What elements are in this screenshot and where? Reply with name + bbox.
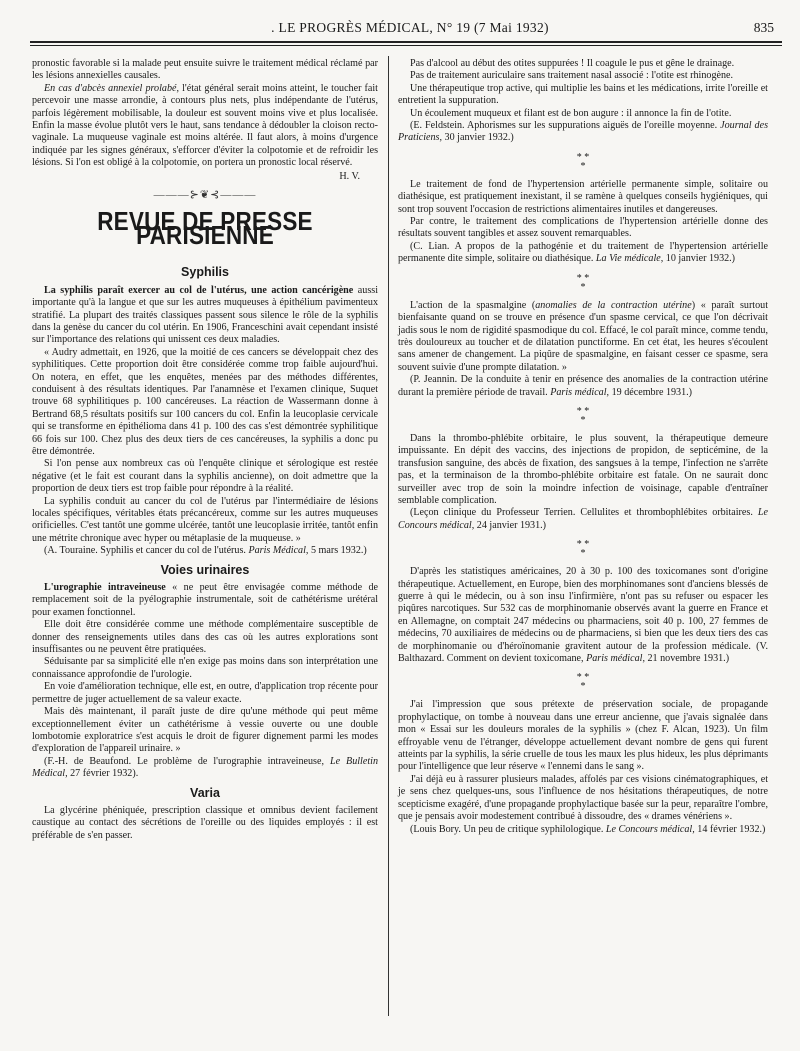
terrien-reference [398, 507, 768, 532]
asterism-divider-2: * * * [576, 272, 590, 293]
feldstein-ref-date: 30 janvier 1932.) [442, 132, 514, 144]
urinaires-ref-author: (F.-H. de Beaufond. Le problème de l'urographie intraveineuse, [44, 755, 330, 767]
intro-paragraph-1: pronostic favorable si la malade peut ensuite suivre le traitement médical réclamé par les lésions annexielles causales. [32, 58, 378, 82]
ornament-divider: ———⊱❦⊰——— [153, 189, 257, 202]
jeannin-ref-date: 19 décembre 1931.) [609, 386, 693, 398]
bory-ref-date: 14 février 1932.) [694, 823, 766, 835]
page-number: 835 [753, 20, 774, 35]
hta-paragraph-1: Le traitement de fond de l'hypertension artérielle permanente simple, solitaire ou diathésique, est pratiquement inexistant, il se ramène à quelques conseils hygiéniques, qui sont trop souvent l'occasion de restrictions alimentaires inutiles et dangereuses. [398, 178, 768, 215]
column-separator [388, 56, 389, 1016]
intro-paragraph-2-text: l'état général serait moins atteint, le toucher fait percevoir une masse arrondie, à contours plus nets, plus indépendante de l'utérus, parfois légèrement mobilisable, la douleur est souvent moins vive et plus localisée. Enfin la masse évolue plutôt vers le haut, sans tendance à dédoubler la cloison recto-vaginale. La muqueuse vaginale est moins altérée. Il faut alors, à moins d'urgence indiquée par les signes généraux, s'efforcer d'éviter la colpotomie et de refroidir les lésions. Si l'on est obligé à la colpotomie, on portera un pronostic local réservé. [32, 82, 378, 169]
asterism-divider-5: * * * [576, 672, 590, 693]
section-heading-voies-urinaires: Voies urinaires [160, 562, 250, 577]
urinaires-reference [32, 756, 378, 781]
spasmalgine-paragraph [398, 300, 768, 374]
urinaires-paragraph-2: Elle doit être considérée comme une méthode complémentaire susceptible de donner des renseignements utiles dans des cas où les autres explorations sont insuffisantes ou ne peuvent être pratiquées. [32, 619, 378, 656]
syphilis-ref-author: (A. Touraine. Syphilis et cancer du col de l'utérus. [44, 545, 249, 557]
bory-ref-journal: Le Concours médical, [605, 823, 695, 835]
section-heading-varia: Varia [190, 785, 220, 800]
lian-ref-author: (C. Lian. A propos de la pathogénie et du traitement de l'hypertension artérielle permanente dite simple, solitaire ou diathésique. [398, 240, 768, 265]
feldstein-ref-author: (E. Feldstein. Aphorismes sur les suppurations aiguës de l'oreille moyenne. [410, 120, 721, 132]
jeannin-ref-author: (P. Jeannin. De la conduite à tenir en présence des anomalies de la contraction utérine durant la première période de travail. [398, 374, 768, 398]
terrien-ref-author: (Leçon clinique du Professeur Terrien. Cellulites et thrombophlébites orbitaires. [410, 507, 758, 519]
urinaires-ref-date: 27 février 1932). [67, 768, 139, 780]
syphilis-paragraph-1-text: aussi importante qu'à la langue et que sur les autres muqueuses à épithélium pavimenteux stratifié. La plupart des traités classiques passent sous silence le rôle de la syphilis dans la genèse du cancer du col utérin. En 1906, Franceschini avait cependant insisté sur l'importance des relations qui unissent ces deux maladies. [32, 284, 378, 346]
intro-paragraph-2 [32, 83, 378, 170]
varia-paragraph-1: La glycérine phéniquée, prescription classique et omnibus devient facilement caustique au contact des sécrétions de l'oreille ou des liquides employés : il est préférable de s'en passer. [32, 804, 378, 841]
urinaires-lead: L'urographie intraveineuse [44, 582, 166, 594]
bory-paragraph-2: J'ai déjà eu à rassurer plusieurs malades, affolés par ces visions cinématographiques, et je sens chez quelques-uns, sous l'influence de nos hésitations thérapeutiques, de notre scepticisme exagéré, d'une propagande prophylactique basée sur la peur, reparaître l'ombre, que je pensais avoir modestement contribué à dissoudre, des « drames vénériens ». [398, 773, 768, 823]
hta-paragraph-2: Par contre, le traitement des complications de l'hypertension artérielle donne des résultats souvent tangibles et assez souvent remarquables. [398, 216, 768, 240]
right-column [398, 58, 768, 836]
feldstein-reference [398, 120, 768, 145]
lian-reference [398, 241, 768, 266]
urinaires-paragraph-1-text: « ne peut être envisagée comme méthode de remplacement soit de la pyélographie instrumentale, soit de cathétérisme urétéral pour examen fonctionnel. [32, 582, 378, 618]
author-signature: H. V. [339, 170, 360, 182]
revue-title: REVUE DE PRESSE PARISIENNE [97, 207, 313, 251]
syphilis-paragraph-1 [32, 285, 378, 347]
urinaires-paragraph-4: En voie d'amélioration technique, elle est, en outre, d'application trop récente pour permettre de juger actuellement de sa valeur exacte. [32, 681, 378, 705]
feldstein-ref-journal: Journal des Praticiens, [398, 120, 768, 144]
jeannin-reference [398, 374, 768, 399]
syphilis-paragraph-4: La syphilis conduit au cancer du col de l'utérus par l'intermédiaire de lésions locales spécifiques, véritables états précancéreux, comme sur les autres muqueuses orificielles. C'est tantôt une gomme ulcérée, tantôt une leucoplasie irritée, tantôt enfin une métrite chronique avec hyper ou métaplasie de la muqueuse. » [32, 495, 379, 544]
left-column [32, 58, 378, 842]
toxico-text: D'après les statistiques américaines, 20 à 30 p. 100 des toxicomanes sont d'origine thérapeutique. Actuellement, en Europe, bien des morphinomanes sont d'anciens blessés de guerre à qui le médecin, ou à son insu l'infirmière, n'ont pas su refuser ou espacer les piqûres narcotiques. Sur 532 cas de morphinomanie observés avant la guerre en France et en Allemagne, on comptait 247 médecins ou pharmaciens, soit 40 p. 100, 27 femmes de médecins, 70 auxiliaires de médecins ou de pharmaciens, si bien que les deux tiers des cas de morphinomanie ou d'héroïnomanie gravitent autour de la profession médicale. (V. Balthazard. Comment on devient toxicomane, [398, 566, 768, 665]
varia-cont-2: Pas de traitement auriculaire sans traitement nasal associé : l'otite est rhinogène. [410, 70, 734, 82]
syphilis-paragraph-3: Si l'on pense aux nombreux cas où l'enquête clinique et sérologique est restée négative (et le fait est courant dans la syphilis ancienne), on doit admettre que la proportion de deux tiers est trop faible pour répondre à la réalité. [32, 458, 378, 495]
syphilis-lead: La syphilis paraît exercer au col de l'utérus, une action cancérigène [44, 284, 354, 296]
urinaires-paragraph-1 [32, 582, 378, 619]
intro-italic-lead: En cas d'abcès annexiel prolabé, [44, 82, 179, 94]
header-rule-thin [30, 45, 782, 46]
terrien-ref-journal: Le Concours médical, [398, 507, 768, 531]
asterism-divider-3: * * * [576, 405, 590, 426]
urinaires-paragraph-5: Mais dès maintenant, il paraît juste de dire qu'une méthode qui peut même exceptionnellement éviter un cathétérisme à vessie ouverte ou une double lombotomie exploratrice s'est acquis le droit de figurer dignement parmi les modes d'exploration de l'appareil urinaire. » [32, 706, 378, 755]
toxico-ref-journal: Paris médical, [586, 653, 645, 665]
toxico-ref-date: 21 novembre 1931.) [644, 653, 730, 665]
toxico-paragraph [398, 566, 768, 665]
journal-header-title: . LE PROGRÈS MÉDICAL, N° 19 (7 Mai 1932) [271, 20, 549, 35]
terrien-ref-date: 24 janvier 1931.) [474, 519, 547, 531]
bory-ref-author: (Louis Bory. Un peu de critique syphilologique. [410, 823, 606, 835]
varia-cont-3: Une thérapeutique trop active, qui multiplie les bains et les médications, irrite l'oreille et entretient la suppuration. [398, 82, 768, 107]
syphilis-ref-journal: Paris Médical, [248, 545, 309, 557]
bory-reference [398, 824, 768, 836]
page-header [30, 18, 782, 42]
thrombo-paragraph: Dans la thrombo-phlébite orbitaire, le plus souvent, la thérapeutique demeure impuissante. En dépit des vaccins, des injections de propidon, de septicémine, de la transfusion sanguine, des abcès de fixation, des sangsues à la tempe, l'infection ne s'arrête pas, et la terminaison de la thrombo-phlébite orbitaire est fatale. On ne saurait donc surveiller avec trop de soin la moindre infection de voisinage, capable d'entraîner semblable complication. [398, 432, 768, 506]
varia-cont-4: Un écoulement muqueux et filant est de bon augure : il annonce la fin de l'otite. [410, 107, 732, 119]
syphilis-ref-date: 5 mars 1932.) [308, 545, 367, 557]
spasmalgine-italic: anomalies de la contraction utérine [535, 299, 692, 311]
urinaires-paragraph-3: Séduisante par sa simplicité elle n'en exige pas moins dans son interprétation une connaissance approfondie de l'urologie. [32, 656, 378, 680]
section-heading-syphilis: Syphilis [181, 265, 229, 280]
bory-paragraph-1: J'ai l'impression que sous prétexte de préservation sociale, de propagande prophylactique, on tombe à nouveau dans une erreur ancienne, que j'avais signalée dans mon « Essai sur les douleurs morales de la syphilis » (chez F. Alcan, 1923). Un film effroyable venu de l'étranger, développe actuellement devant nombre de gens qui furent atteints par la syphilis, la série cruelle de tous les maux les plus hideux, les plus déprimants pour l'intelligence que leur réserve « l'ennemi dans le sang ». [398, 699, 768, 773]
lian-ref-journal: La Vie médicale, [595, 253, 664, 265]
syphilis-paragraph-2: « Audry admettait, en 1926, que la moitié de ces cancers se développait chez des syphilitiques. Cette proportion doit être considérée comme trop faible aujourd'hui. On notera, en effet, que les enquêtes, menées par des méthodes différentes, conduisent à des résultats identiques. Par l'anamnèse et l'examen clinique, Suquet trouve 68 syphilitiques p. 100 cancéreuses. La réaction de Wassermann donne à Bertrand 68,5 résultats positifs sur 100 cancers du col. Enfin la leucoplasie cervicale qui se transforme en épithélioma dans 41 p. 100 des cas s'est démontrée syphilitique 66 fois sur 100. Chez plus des deux tiers de ces cancéreuses, la syphilis a donc pu être démontrée. [32, 346, 378, 457]
spasmalgine-text-b: ) « paraît surtout bienfaisante quand on se trouve en présence d'un spasme cervical, ce que l'on décrivait jadis sous le nom de rigidité spasmodique du col. Effacé, le col paraît mince, comme tendu, très douloureux au toucher et de dilatation punctiforme. En cet état, les heures s'écoulent sans amener de changement. La piqûre de spasmalgine, en faisant cesser ce spasme, sera souvent suivie d'une prompte dilatation. » [398, 299, 769, 373]
lian-ref-date: 10 janvier 1932.) [663, 253, 736, 265]
spasmalgine-text-a: L'action de la spasmalgine ( [410, 299, 536, 311]
varia-cont-1: Pas d'alcool au début des otites suppurées ! Il coagule le pus et gêne le drainage. [410, 58, 735, 69]
syphilis-reference [32, 545, 378, 557]
header-rule-thick [30, 41, 782, 43]
urinaires-ref-journal: Le Bulletin Médical, [32, 755, 378, 780]
jeannin-ref-journal: Paris médical, [550, 386, 610, 398]
asterism-divider-4: * * * [576, 539, 590, 560]
asterism-divider-1: * * * [576, 151, 590, 172]
